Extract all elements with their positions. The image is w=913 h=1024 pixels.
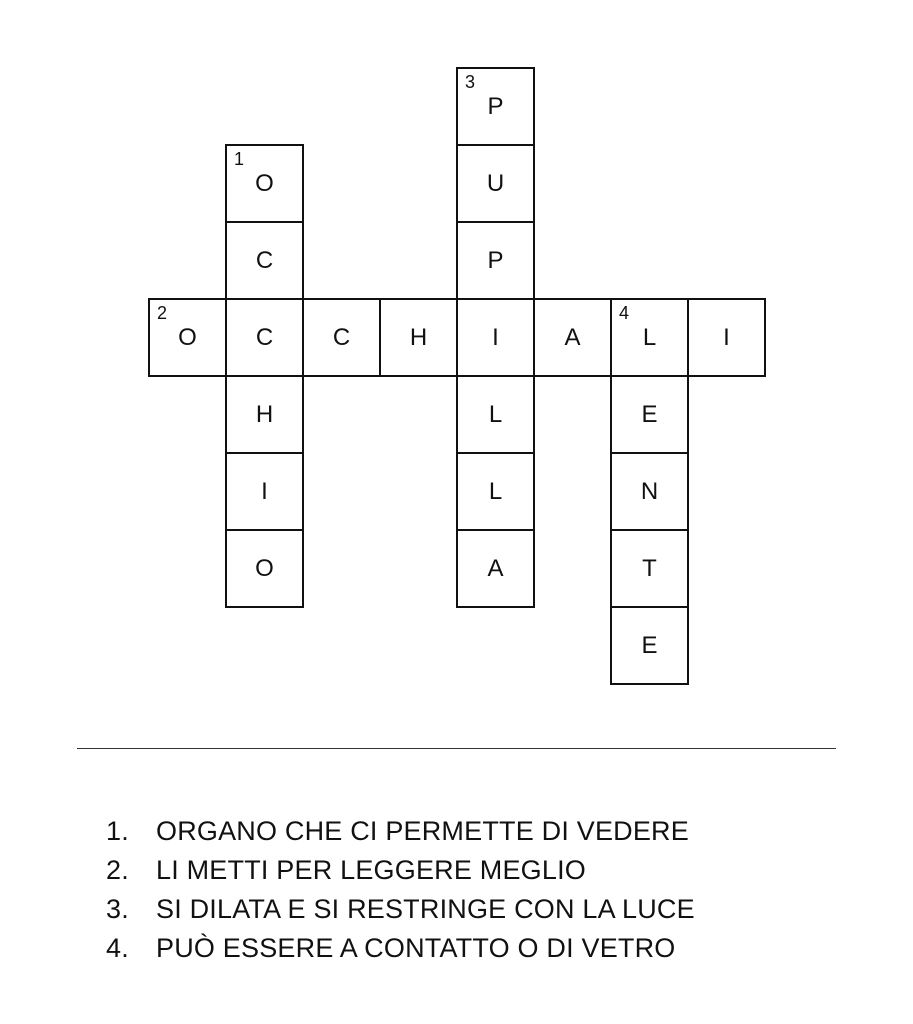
cell-letter: N xyxy=(640,477,659,505)
crossword-cell[interactable] xyxy=(456,298,535,377)
clue-number: 1. xyxy=(106,816,129,846)
clue-item xyxy=(106,851,695,890)
clue-number-label: 1 xyxy=(234,149,245,169)
crossword-cell[interactable] xyxy=(456,529,535,608)
cell-letter: O xyxy=(255,169,274,197)
cell-letter: P xyxy=(487,92,504,120)
clue-list xyxy=(106,812,695,968)
clue-item xyxy=(106,812,695,851)
crossword-cell[interactable] xyxy=(610,375,689,454)
cell-letter: E xyxy=(641,400,658,428)
crossword-cell[interactable] xyxy=(456,452,535,531)
clue-text: SI DILATA E SI RESTRINGE CON LA LUCE xyxy=(156,894,695,924)
crossword-cell[interactable] xyxy=(148,298,227,377)
cell-letter: A xyxy=(487,554,504,582)
cell-letter: L xyxy=(488,477,503,505)
clue-number: 3. xyxy=(106,894,129,924)
crossword-cell[interactable] xyxy=(533,298,612,377)
cell-letter: E xyxy=(641,631,658,659)
cell-letter: I xyxy=(261,477,268,505)
crossword-cell[interactable] xyxy=(225,298,304,377)
clue-number: 2. xyxy=(106,855,129,885)
crossword-cell[interactable] xyxy=(225,529,304,608)
clue-text: LI METTI PER LEGGERE MEGLIO xyxy=(156,855,586,885)
clue-number-label: 3 xyxy=(465,72,476,92)
divider xyxy=(77,748,836,749)
clue-text: ORGANO CHE CI PERMETTE DI VEDERE xyxy=(156,816,689,846)
cell-letter: H xyxy=(409,323,428,351)
crossword-cell[interactable] xyxy=(610,298,689,377)
cell-letter: C xyxy=(255,246,274,274)
crossword-cell[interactable] xyxy=(610,452,689,531)
clue-item xyxy=(106,890,695,929)
cell-letter: O xyxy=(255,554,274,582)
clue-item xyxy=(106,929,695,968)
cell-letter: O xyxy=(178,323,197,351)
crossword-cell[interactable] xyxy=(225,452,304,531)
cell-letter: C xyxy=(255,323,274,351)
cell-letter: H xyxy=(255,400,274,428)
crossword-cell[interactable] xyxy=(456,375,535,454)
crossword-cell[interactable] xyxy=(379,298,458,377)
cell-letter: I xyxy=(723,323,730,351)
crossword-cell[interactable] xyxy=(225,221,304,300)
crossword-cell[interactable] xyxy=(302,298,381,377)
cell-letter: U xyxy=(486,169,505,197)
cell-letter: P xyxy=(487,246,504,274)
cell-letter: C xyxy=(332,323,351,351)
cell-letter: L xyxy=(642,323,657,351)
crossword-cell[interactable] xyxy=(610,529,689,608)
cell-letter: T xyxy=(642,554,657,582)
clue-number: 4. xyxy=(106,933,129,963)
crossword-cell[interactable] xyxy=(456,221,535,300)
crossword-cell[interactable] xyxy=(687,298,766,377)
crossword-cell[interactable] xyxy=(225,144,304,223)
clue-number-label: 4 xyxy=(619,303,630,323)
cell-letter: A xyxy=(564,323,581,351)
crossword-cell[interactable] xyxy=(610,606,689,685)
cell-letter: L xyxy=(488,400,503,428)
crossword-cell[interactable] xyxy=(456,67,535,146)
clue-text: PUÒ ESSERE A CONTATTO O DI VETRO xyxy=(156,933,676,963)
crossword-cell[interactable] xyxy=(456,144,535,223)
clue-number-label: 2 xyxy=(157,303,168,323)
cell-letter: I xyxy=(492,323,499,351)
crossword-cell[interactable] xyxy=(225,375,304,454)
